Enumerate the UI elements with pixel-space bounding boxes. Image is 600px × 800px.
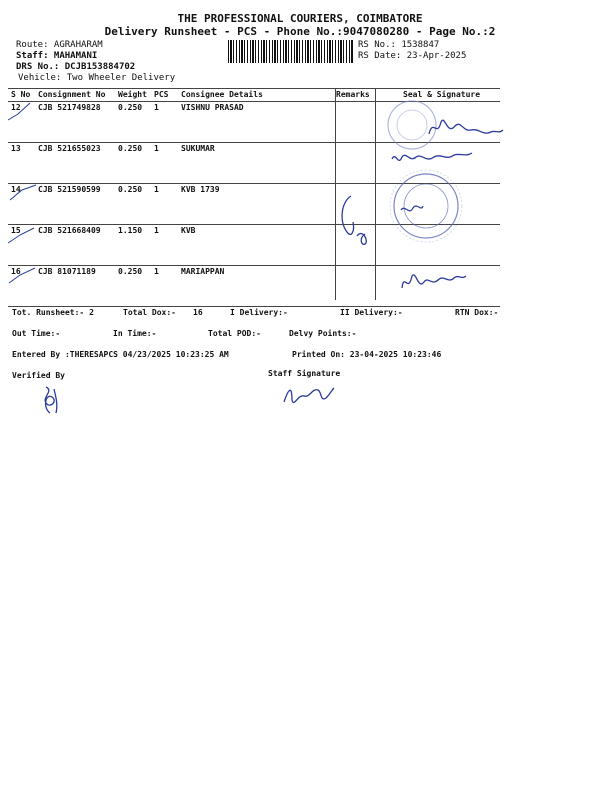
runsheet-subtitle: Delivery Runsheet - PCS - Phone No.:9047080280 - Page No.:2	[104, 25, 496, 38]
verified-by-signature	[36, 383, 66, 417]
vehicle-label: Vehicle: Two Wheeler Delivery	[18, 73, 176, 83]
col-remarks: Remarks	[333, 89, 383, 102]
rs-date: RS Date: 23-Apr-2025	[358, 51, 467, 61]
cell-weight: 0.250	[115, 143, 151, 184]
col-consignee: Consignee Details	[178, 89, 333, 102]
tick-mark	[8, 228, 34, 243]
tot-runsheet: Tot. Runsheet:- 2	[12, 308, 94, 317]
col-weight: Weight	[115, 89, 151, 102]
printed-on: Printed On: 23-04-2025 10:23:46	[292, 350, 442, 359]
total-pod-label: Total POD:-	[208, 329, 261, 338]
cell-consignee: KVB	[178, 225, 333, 266]
cell-sno: 14	[8, 184, 35, 225]
cell-consignee: VISHNU PRASAD	[178, 102, 333, 143]
company-title: THE PROFESSIONAL COURIERS, COIMBATORE	[177, 12, 423, 25]
cell-consignee: KVB 1739	[178, 184, 333, 225]
cell-weight: 1.150	[115, 225, 151, 266]
total-dox-value: 16	[193, 308, 203, 317]
cell-pcs: 1	[151, 184, 178, 225]
signature-row-15	[335, 192, 425, 252]
cell-consignment: CJB 521668409	[35, 225, 115, 266]
out-time-label: Out Time:-	[12, 329, 61, 338]
tick-mark	[10, 185, 36, 200]
cell-pcs: 1	[151, 143, 178, 184]
cell-consignment: CJB 521749828	[35, 102, 115, 143]
col-pcs: PCS	[151, 89, 178, 102]
verified-by-label: Verified By	[12, 371, 65, 380]
cell-consignment: CJB 81071189	[35, 266, 115, 307]
total-dox-label: Total Dox:-	[123, 308, 176, 317]
route-label: Route: AGRAHARAM	[16, 40, 103, 50]
staff-signature	[280, 380, 336, 410]
cell-sno: 15	[8, 225, 35, 266]
cell-consignment: CJB 521655023	[35, 143, 115, 184]
in-time-label: In Time:-	[113, 329, 157, 338]
cell-sno: 16	[8, 266, 35, 307]
tick-mark	[9, 268, 35, 283]
i-delivery-label: I Delivery:-	[230, 308, 288, 317]
tick-mark	[8, 103, 30, 120]
cell-pcs: 1	[151, 102, 178, 143]
cell-sno: 12	[8, 102, 35, 143]
signature-row-16	[398, 268, 468, 300]
cell-weight: 0.250	[115, 184, 151, 225]
col-consignment: Consignment No	[35, 89, 115, 102]
cell-pcs: 1	[151, 266, 178, 307]
cell-consignment: CJB 521590599	[35, 184, 115, 225]
cell-sno: 13	[8, 143, 35, 184]
ii-delivery-label: II Delivery:-	[340, 308, 403, 317]
cell-pcs: 1	[151, 225, 178, 266]
col-sno: S No	[8, 89, 35, 102]
cell-weight: 0.250	[115, 102, 151, 143]
rs-number: RS No.: 1538847	[358, 40, 440, 50]
staff-signature-label: Staff Signature	[268, 369, 341, 378]
col-seal-signature: Seal & Signature	[383, 89, 500, 102]
cell-consignee: MARIAPPAN	[178, 266, 333, 307]
cell-consignee: SUKUMAR	[178, 143, 333, 184]
cell-weight: 0.250	[115, 266, 151, 307]
drs-number: DRS No.: DCJB153884702	[16, 62, 136, 72]
rtn-dox-label: RTN Dox:-	[455, 308, 499, 317]
signature-row-12	[425, 112, 505, 148]
staff-label: Staff: MAHAMANI	[16, 51, 98, 61]
entered-by: Entered By :THERESAPCS 04/23/2025 10:23:25 AM	[12, 350, 229, 359]
delvy-points-label: Delvy Points:-	[289, 329, 357, 338]
signature-row-13	[388, 145, 476, 171]
